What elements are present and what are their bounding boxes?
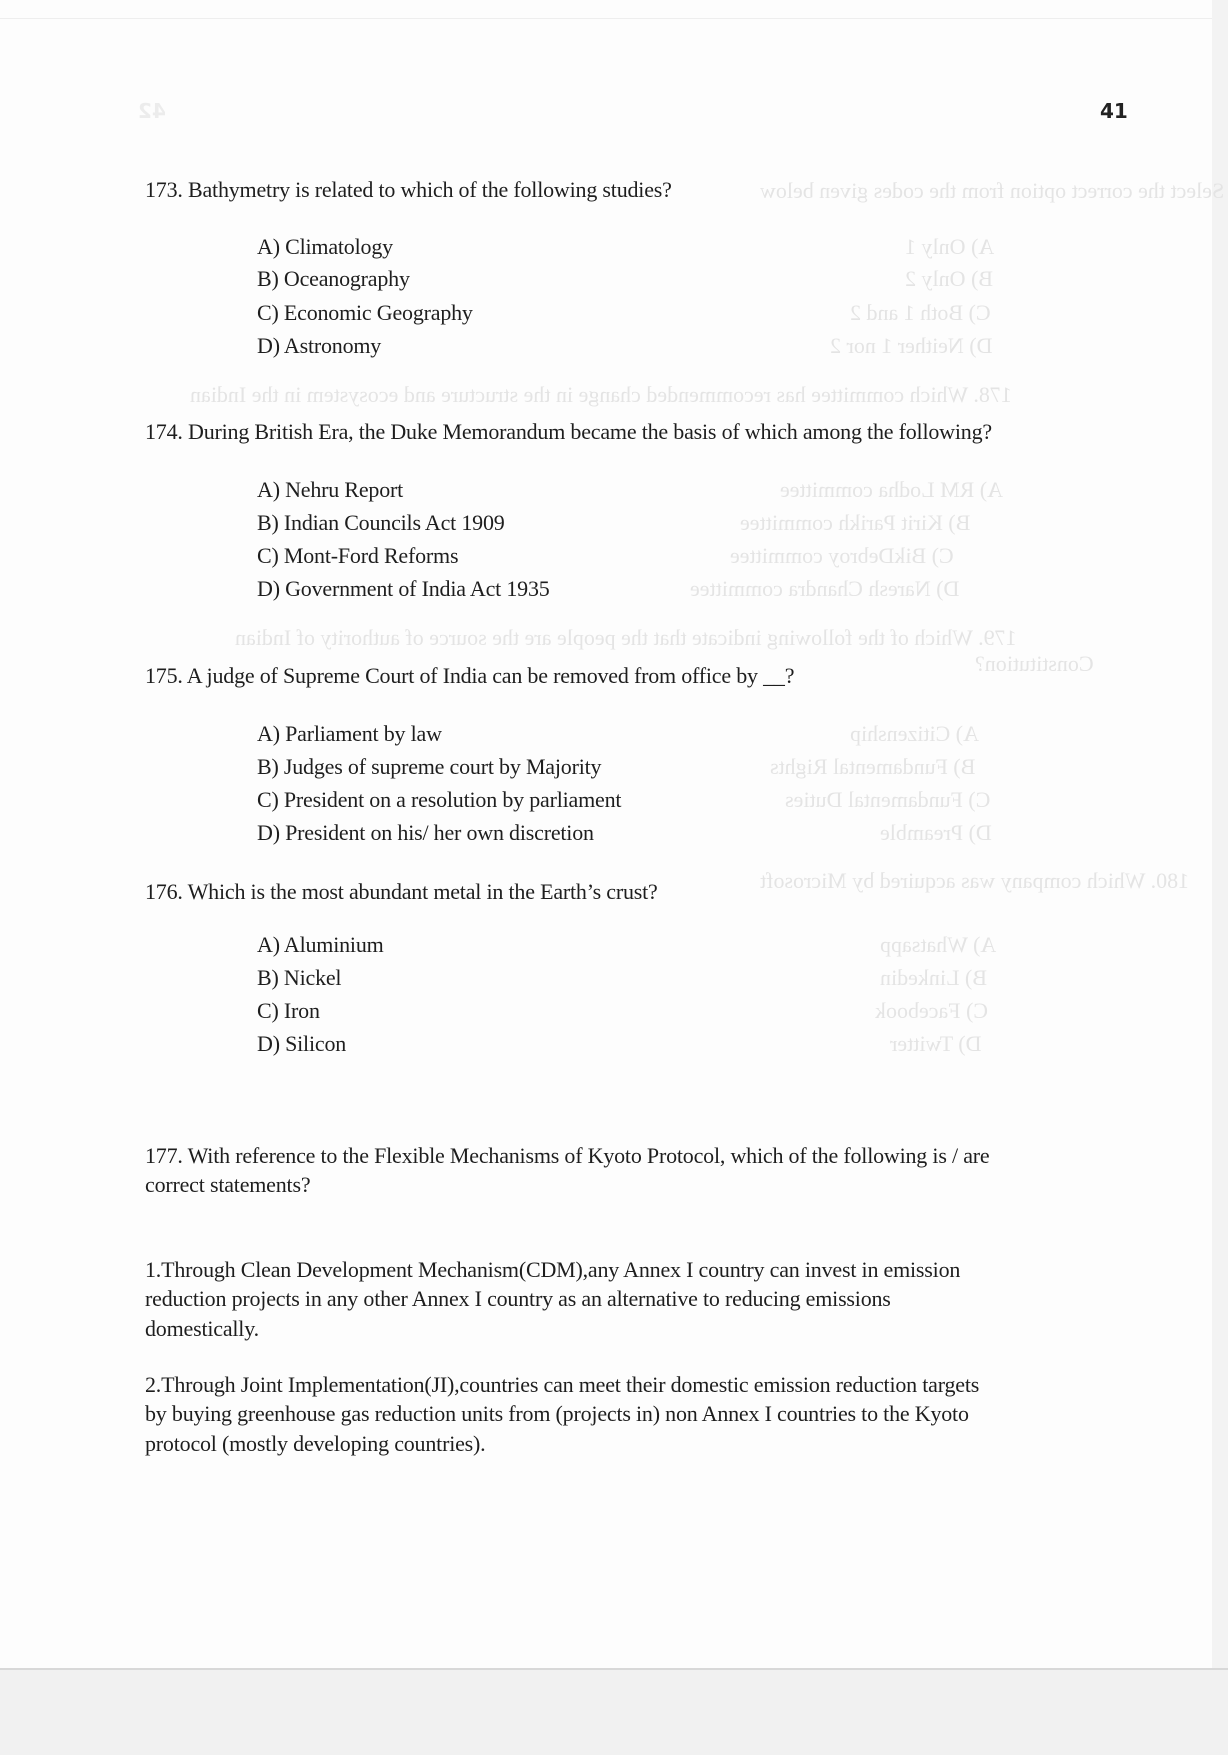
ghost-line: A) Whatsapp xyxy=(880,932,997,957)
statement-line: by buying greenhouse gas reduction units from (projects in) non Annex I countries to the Kyoto xyxy=(145,1401,969,1426)
question-text-line: 177. With reference to the Flexible Mechanisms of Kyoto Protocol, which of the following is / are xyxy=(145,1143,990,1168)
option-d: D) Astronomy xyxy=(257,333,382,358)
statement-line: 1.Through Clean Development Mechanism(CDM),any Annex I country can invest in emission xyxy=(145,1257,961,1282)
option-c: C) Iron xyxy=(257,998,320,1023)
statement-line: domestically. xyxy=(145,1316,259,1341)
ghost-line: B) Linkedin xyxy=(880,965,987,990)
option-b: B) Nickel xyxy=(257,965,342,990)
question-text: 173. Bathymetry is related to which of the following studies? xyxy=(145,177,672,202)
scan-top-edge xyxy=(0,18,1228,19)
ghost-page-number: 42 xyxy=(138,99,166,123)
ghost-line: B) Kirit Parikh committee xyxy=(740,510,971,535)
ghost-line: C) BikDebroy committee xyxy=(730,543,954,568)
option-d: D) Government of India Act 1935 xyxy=(257,576,550,601)
ghost-line: A) Citizenship xyxy=(850,721,979,746)
ghost-line: B) Only 2 xyxy=(905,266,993,291)
option-d: D) President on his/ her own discretion xyxy=(257,820,594,845)
option-a: A) Nehru Report xyxy=(257,477,404,502)
option-a: A) Parliament by law xyxy=(257,721,442,746)
ghost-line: 178. Which committee has recommended change in the structure and ecosystem in the Indian xyxy=(190,382,1012,407)
ghost-line: 179. Which of the following indicate that the people are the source of authority of Indian xyxy=(235,625,1017,650)
option-c: C) Mont-Ford Reforms xyxy=(257,543,459,568)
statement-line: 2.Through Joint Implementation(JI),countries can meet their domestic emission reduction targets xyxy=(145,1372,980,1397)
option-c: C) President on a resolution by parliament xyxy=(257,787,622,812)
ghost-line: Select the correct option from the codes given below xyxy=(760,178,1225,203)
ghost-line: C) Facebook xyxy=(875,998,989,1023)
question-text-line: correct statements? xyxy=(145,1172,311,1197)
question-text: 176. Which is the most abundant metal in the Earth’s crust? xyxy=(145,879,658,904)
ghost-line: A) RM Lodha committee xyxy=(780,477,1004,502)
question-text: 174. During British Era, the Duke Memorandum became the basis of which among the following? xyxy=(145,419,992,444)
ghost-line: B) Fundamental Rights xyxy=(770,754,976,779)
option-b: B) Oceanography xyxy=(257,266,410,291)
ghost-line: D) Preamble xyxy=(880,820,992,845)
option-a: A) Aluminium xyxy=(257,932,384,957)
ghost-line: C) Both 1 and 2 xyxy=(850,300,991,325)
ghost-line: D) Neither 1 nor 2 xyxy=(830,333,993,358)
option-c: C) Economic Geography xyxy=(257,300,473,325)
ghost-line: 180. Which company was acquired by Microsoft xyxy=(760,868,1190,893)
ghost-line: C) Fundamental Duties xyxy=(785,787,991,812)
statement-line: reduction projects in any other Annex I country as an alternative to reducing emissions xyxy=(145,1286,891,1311)
statement-line: protocol (mostly developing countries). xyxy=(145,1431,486,1456)
question-text: 175. A judge of Supreme Court of India can be removed from office by __? xyxy=(145,663,795,688)
page-number: 41 xyxy=(1100,99,1128,123)
ghost-line: A) Only 1 xyxy=(905,234,995,259)
option-b: B) Judges of supreme court by Majority xyxy=(257,754,602,779)
scan-right-edge xyxy=(1212,0,1228,1753)
option-d: D) Silicon xyxy=(257,1031,347,1056)
ghost-line: Constitution? xyxy=(975,651,1094,676)
ghost-line: D) Naresh Chandra committee xyxy=(690,576,960,601)
option-a: A) Climatology xyxy=(257,234,393,259)
scan-bottom-edge xyxy=(0,1668,1228,1755)
ghost-line: D) Twitter xyxy=(890,1031,982,1056)
option-b: B) Indian Councils Act 1909 xyxy=(257,510,505,535)
